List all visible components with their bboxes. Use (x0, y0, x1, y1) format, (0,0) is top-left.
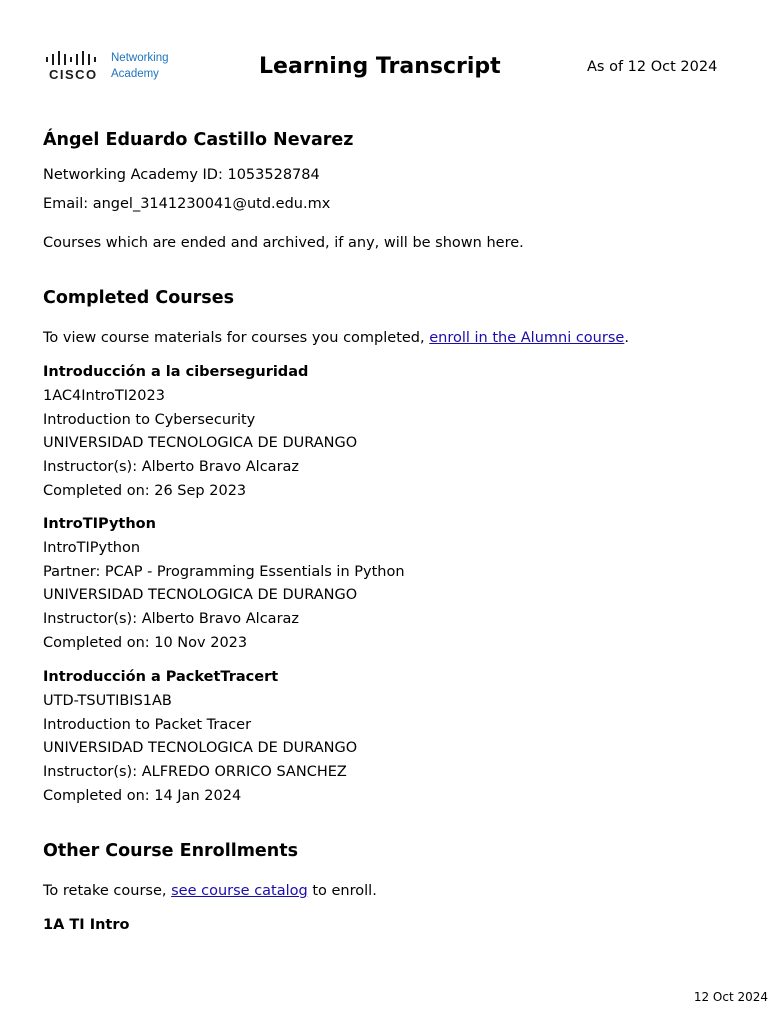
course-instructor: Instructor(s): ALFREDO ORRICO SANCHEZ (43, 764, 347, 781)
course-institution: UNIVERSIDAD TECNOLOGICA DE DURANGO (43, 435, 358, 452)
student-name: Ángel Eduardo Castillo Nevarez (43, 130, 354, 150)
course-name: Introduction to Cybersecurity (43, 411, 256, 428)
archived-note: Courses which are ended and archived, if any, will be shown here. (43, 235, 524, 251)
course-catalog-link[interactable]: see course catalog (171, 883, 308, 899)
course-title: IntroTIPython (43, 516, 156, 532)
course-name: Introduction to Packet Tracer (43, 716, 252, 733)
logo-text (111, 50, 169, 82)
logo-line-2: Academy (111, 68, 159, 80)
completed-intro-text: To view course materials for courses you completed, (43, 330, 430, 346)
course-name: Partner: PCAP - Programming Essentials in Python (43, 563, 405, 580)
logo-line-1: Networking (111, 52, 169, 64)
course-completed-date: Completed on: 14 Jan 2024 (43, 787, 242, 804)
as-of-date: As of 12 Oct 2024 (587, 59, 718, 75)
course-institution: UNIVERSIDAD TECNOLOGICA DE DURANGO (43, 740, 358, 757)
other-enrollments-heading: Other Course Enrollments (43, 841, 299, 861)
enrollment-title: 1A TI Intro (43, 917, 130, 933)
other-intro-text: To retake course, (43, 883, 172, 899)
completed-intro (43, 328, 629, 348)
other-intro-end: to enroll. (307, 883, 377, 899)
course-completed-date: Completed on: 10 Nov 2023 (43, 634, 248, 651)
course-entry (43, 513, 405, 656)
cisco-wordmark: CISCO (49, 67, 98, 82)
alumni-course-link[interactable]: enroll in the Alumni course (429, 330, 625, 346)
completed-courses-heading: Completed Courses (43, 288, 235, 308)
course-code: 1AC4IntroTI2023 (43, 387, 165, 404)
course-institution: UNIVERSIDAD TECNOLOGICA DE DURANGO (43, 587, 358, 604)
course-code: UTD-TSUTIBIS1AB (43, 692, 172, 709)
student-email: Email: angel_3141230041@utd.edu.mx (43, 196, 331, 212)
completed-intro-end: . (624, 330, 629, 346)
course-completed-date: Completed on: 26 Sep 2023 (43, 482, 247, 499)
course-title: Introducción a PacketTracert (43, 669, 279, 685)
academy-id: Networking Academy ID: 1053528784 (43, 167, 320, 183)
other-intro (43, 881, 377, 901)
footer-date: 12 Oct 2024 (693, 990, 768, 1004)
page-title: Learning Transcript (259, 54, 501, 79)
course-instructor: Instructor(s): Alberto Bravo Alcaraz (43, 611, 300, 628)
course-title: Introducción a la ciberseguridad (43, 364, 309, 380)
cisco-networking-academy-logo (45, 48, 180, 84)
cisco-logo-icon (45, 48, 105, 84)
course-instructor: Instructor(s): Alberto Bravo Alcaraz (43, 459, 300, 476)
course-entry (43, 361, 357, 504)
course-code: IntroTIPython (43, 539, 141, 556)
course-entry (43, 666, 357, 809)
